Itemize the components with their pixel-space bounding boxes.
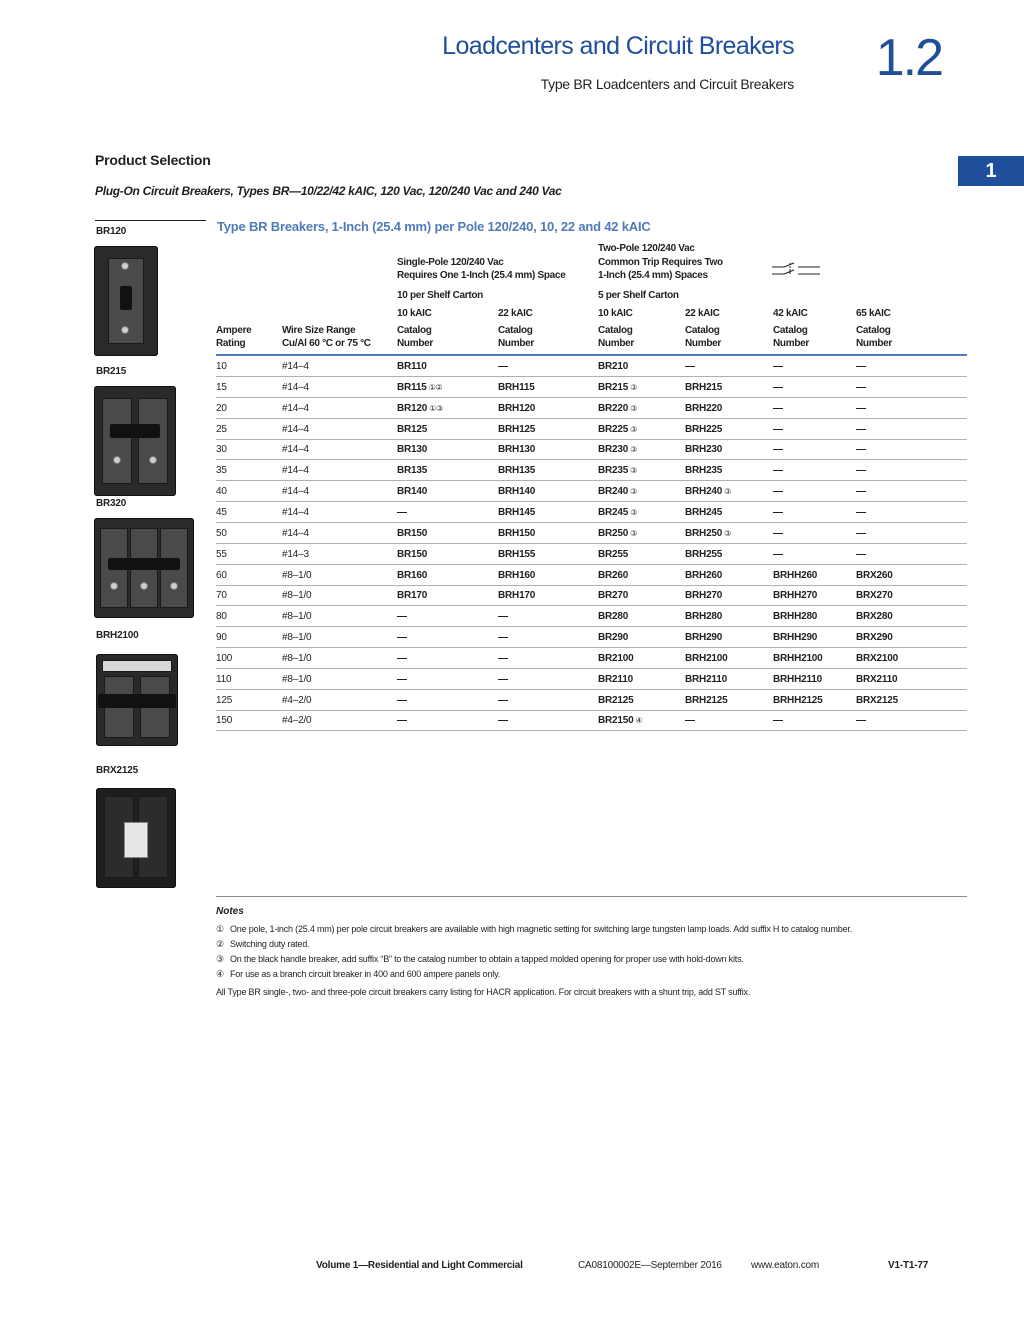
table-cell: —	[773, 381, 783, 393]
table-cell: —	[498, 632, 508, 644]
table-cell: #8–1/0	[282, 673, 312, 685]
table-cell: BRH2110	[685, 673, 727, 685]
table-cell: BRH260	[685, 569, 723, 581]
note-item: ① One pole, 1-inch (25.4 mm) per pole circuit breakers are available with high magnetic setting for switching large tungsten lamp loads. Add suffix H to catalog number.	[216, 924, 852, 934]
table-cell: #8–1/0	[282, 569, 312, 581]
table-cell: #14–4	[282, 444, 309, 456]
table-cell: BRHH2110	[773, 673, 822, 685]
table-cell: BRH135	[498, 465, 536, 477]
table-cell: —	[773, 715, 783, 727]
table-cell: BR250 ③	[598, 527, 638, 539]
table-row	[216, 356, 967, 377]
table-cell: #14–4	[282, 361, 309, 372]
table-cell: BRH125	[498, 423, 536, 435]
brx2125-breaker-image	[96, 788, 176, 888]
table-cell: —	[856, 506, 866, 518]
table-cell: BRX280	[856, 611, 893, 623]
note-item: ④ For use as a branch circuit breaker in 400 and 600 ampere panels only.	[216, 969, 500, 979]
table-cell: BR225 ③	[598, 423, 638, 435]
table-cell: BR210	[598, 361, 629, 372]
table-cell: #14–4	[282, 465, 309, 477]
two-pole-group-line2: Common Trip Requires Two	[598, 257, 723, 268]
table-cell: —	[856, 402, 866, 414]
table-cell: #8–1/0	[282, 632, 312, 644]
table-cell: —	[397, 673, 407, 685]
table-cell: BRHH290	[773, 632, 818, 644]
table-cell: BRH155	[498, 548, 536, 560]
table-cell: —	[397, 715, 407, 727]
table-cell: 80	[216, 611, 227, 623]
table-row	[216, 565, 967, 586]
table-row	[216, 481, 967, 502]
table-cell: BRH225	[685, 423, 723, 435]
table-cell: 15	[216, 381, 227, 393]
table-cell: #4–2/0	[282, 694, 312, 706]
table-cell: —	[498, 611, 508, 623]
table-cell: BR245 ③	[598, 506, 638, 518]
table-row	[216, 690, 967, 711]
table-cell: BRH150	[498, 527, 536, 539]
single-pole-group-line2: Requires One 1-Inch (25.4 mm) Space	[397, 270, 566, 281]
table-cell: 60	[216, 569, 227, 581]
table-cell: BRH145	[498, 506, 536, 518]
table-cell: BRH2100	[685, 652, 728, 664]
table-cell: BR150	[397, 527, 428, 539]
table-row	[216, 544, 967, 565]
table-cell: BR2110	[598, 673, 633, 685]
table-cell: BR140	[397, 486, 428, 498]
table-cell: —	[773, 361, 783, 372]
table-cell: BRX260	[856, 569, 893, 581]
kaic-header: 65 kAIC	[856, 308, 891, 319]
table-cell: BRH255	[685, 548, 723, 560]
table-row	[216, 439, 967, 460]
catalog-number-header: Catalog Number	[685, 325, 721, 349]
table-title: Type BR Breakers, 1-Inch (25.4 mm) per Pole 120/240, 10, 22 and 42 kAIC	[217, 219, 651, 234]
table-row	[216, 460, 967, 481]
two-pole-trip-symbol-icon	[770, 262, 822, 278]
thumbnail-label-br320: BR320	[96, 498, 127, 509]
table-cell: BRH2125	[685, 694, 728, 706]
table-cell: 70	[216, 590, 227, 602]
thumbnail-label-brx2125: BRX2125	[96, 765, 138, 776]
product-selection-heading: Product Selection	[95, 152, 211, 168]
table-cell: BRX2100	[856, 652, 898, 664]
catalog-number-header: Catalog Number	[773, 325, 809, 349]
footnote-ref: ③	[630, 487, 638, 497]
table-cell: BR235 ③	[598, 465, 638, 477]
table-cell: BR110	[397, 361, 427, 372]
table-cell: BRHH270	[773, 590, 818, 602]
catalog-number-header: Catalog Number	[598, 325, 634, 349]
table-cell: BRH290	[685, 632, 723, 644]
ampere-header: Ampere Rating	[216, 325, 252, 349]
footer-doc: CA08100002E—September 2016	[578, 1260, 722, 1271]
table-cell: BRX290	[856, 632, 893, 644]
thumbnail-rule	[95, 220, 206, 221]
table-row	[216, 419, 967, 440]
table-row	[216, 523, 967, 544]
table-cell: 20	[216, 402, 227, 414]
footnote-ref: ③	[630, 424, 638, 434]
table-cell: —	[856, 361, 866, 372]
table-cell: BR150	[397, 548, 428, 560]
table-cell: BR2125	[598, 694, 634, 706]
table-cell: —	[856, 444, 866, 456]
table-cell: BR120 ①③	[397, 402, 444, 414]
table-row	[216, 606, 967, 627]
table-cell: —	[685, 715, 695, 727]
table-cell: —	[773, 506, 783, 518]
table-cell: BRHH260	[773, 569, 818, 581]
table-row	[216, 377, 967, 398]
table-cell: #14–4	[282, 486, 309, 498]
table-cell: #8–1/0	[282, 652, 312, 664]
table-cell: BRH160	[498, 569, 536, 581]
table-row	[216, 669, 967, 690]
table-cell: —	[397, 506, 407, 518]
footnote-ref: ③	[630, 507, 638, 517]
table-cell: BRH115	[498, 381, 535, 393]
table-cell: 30	[216, 444, 227, 456]
table-cell: —	[856, 527, 866, 539]
table-cell: BRH170	[498, 590, 536, 602]
table-cell: BR160	[397, 569, 428, 581]
table-cell: BRH240 ③	[685, 486, 732, 498]
table-cell: —	[773, 486, 783, 498]
table-cell: BR215 ③	[598, 381, 638, 393]
table-cell: BRH130	[498, 444, 536, 456]
kaic-header: 22 kAIC	[685, 308, 720, 319]
table-row	[216, 502, 967, 523]
two-pole-group-line1: Two-Pole 120/240 Vac	[598, 243, 695, 254]
table-row	[216, 648, 967, 669]
wire-size-header: Wire Size Range Cu/Al 60 °C or 75 °C	[282, 325, 371, 349]
table-cell: #8–1/0	[282, 590, 312, 602]
table-cell: —	[397, 694, 407, 706]
table-cell: 10	[216, 361, 227, 372]
kaic-header: 22 kAIC	[498, 308, 533, 319]
table-cell: —	[773, 465, 783, 477]
table-cell: BR115 ①②	[397, 381, 443, 393]
section-tab[interactable]: 1	[958, 156, 1024, 186]
table-cell: BR270	[598, 590, 629, 602]
table-cell: —	[498, 715, 508, 727]
table-cell: 125	[216, 694, 233, 706]
footnote-ref: ④	[635, 716, 643, 726]
table-cell: BR280	[598, 611, 629, 623]
kaic-header: 10 kAIC	[397, 308, 432, 319]
table-cell: BRX270	[856, 590, 893, 602]
table-cell: 35	[216, 465, 227, 477]
table-cell: BRHH2100	[773, 652, 823, 664]
br215-breaker-image	[94, 386, 176, 496]
product-selection-subheading: Plug-On Circuit Breakers, Types BR—10/22/42 kAIC, 120 Vac, 120/240 Vac and 240 Vac	[95, 184, 562, 198]
notes-rule	[216, 896, 967, 897]
brh2100-breaker-image	[96, 654, 178, 746]
table-cell: —	[685, 361, 695, 372]
thumbnail-label-br215: BR215	[96, 366, 127, 377]
table-cell: 50	[216, 527, 227, 539]
table-cell: —	[498, 694, 508, 706]
single-pole-carton: 10 per Shelf Carton	[397, 290, 483, 301]
table-cell: 40	[216, 486, 227, 498]
table-cell: —	[856, 548, 866, 560]
table-cell: BRX2125	[856, 694, 898, 706]
table-cell: BRH220	[685, 402, 723, 414]
notes-title: Notes	[216, 906, 244, 917]
catalog-number-header: Catalog Number	[397, 325, 433, 349]
table-cell: #14–4	[282, 402, 309, 414]
table-cell: 55	[216, 548, 227, 560]
footnote-ref: ③	[630, 466, 638, 476]
table-row	[216, 627, 967, 648]
kaic-header: 10 kAIC	[598, 308, 633, 319]
table-cell: —	[498, 361, 508, 372]
table-cell: —	[773, 548, 783, 560]
catalog-number-header: Catalog Number	[498, 325, 534, 349]
table-cell: BR2150 ④	[598, 715, 643, 727]
table-cell: BRH140	[498, 486, 536, 498]
table-cell: BR130	[397, 444, 428, 456]
footnote-ref: ③	[630, 403, 638, 413]
footnote-ref: ③	[630, 445, 638, 455]
table-cell: 150	[216, 715, 233, 727]
table-cell: —	[856, 486, 866, 498]
thumbnail-label-brh2100: BRH2100	[96, 630, 139, 641]
table-cell: BRH280	[685, 611, 723, 623]
table-cell: BR290	[598, 632, 629, 644]
table-cell: —	[773, 527, 783, 539]
table-cell: BR260	[598, 569, 629, 581]
table-cell: BR240 ③	[598, 486, 638, 498]
table-cell: —	[773, 444, 783, 456]
table-cell: BR220 ③	[598, 402, 638, 414]
table-cell: BRH245	[685, 506, 723, 518]
footnote-ref: ③	[724, 528, 732, 538]
table-cell: BR170	[397, 590, 428, 602]
footer-url-link[interactable]: www.eaton.com	[751, 1260, 819, 1271]
two-pole-group-line3: 1-Inch (25.4 mm) Spaces	[598, 270, 708, 281]
table-cell: BRH120	[498, 402, 536, 414]
footnote-ref: ③	[630, 528, 638, 538]
table-cell: #14–4	[282, 506, 309, 518]
table-cell: BRH270	[685, 590, 723, 602]
table-cell: —	[498, 673, 508, 685]
catalog-number-header: Catalog Number	[856, 325, 892, 349]
table-cell: BRX2110	[856, 673, 898, 685]
footnote-ref: ③	[630, 382, 638, 392]
table-cell: —	[397, 632, 407, 644]
table-cell: —	[856, 423, 866, 435]
br120-breaker-image	[94, 246, 158, 356]
thumbnail-label-br120: BR120	[96, 226, 127, 237]
table-cell: #14–4	[282, 527, 309, 539]
table-cell: 90	[216, 632, 227, 644]
single-pole-group-line1: Single-Pole 120/240 Vac	[397, 257, 504, 268]
table-cell: #4–2/0	[282, 715, 312, 727]
table-cell: #14–4	[282, 381, 309, 393]
table-cell: #8–1/0	[282, 611, 312, 623]
br320-breaker-image	[94, 518, 194, 618]
footer-volume: Volume 1—Residential and Light Commercial	[316, 1260, 523, 1271]
table-cell: BRH235	[685, 465, 723, 477]
table-cell: 100	[216, 652, 233, 664]
kaic-header: 42 kAIC	[773, 308, 808, 319]
table-row	[216, 585, 967, 606]
table-cell: —	[856, 715, 866, 727]
note-item: ③ On the black handle breaker, add suffix “B” to the catalog number to obtain a tapped molded opening for proper use with hold-down kits.	[216, 954, 744, 964]
table-cell: BRH215	[685, 381, 723, 393]
note-item: ② Switching duty rated.	[216, 939, 310, 949]
table-cell: #14–4	[282, 423, 309, 435]
table-cell: —	[397, 652, 407, 664]
page-title: Loadcenters and Circuit Breakers	[442, 32, 794, 60]
footnote-ref: ①②	[428, 382, 443, 392]
table-cell: 45	[216, 506, 227, 518]
table-cell: BR125	[397, 423, 428, 435]
table-cell: BRHH2125	[773, 694, 823, 706]
table-cell: —	[856, 465, 866, 477]
table-row	[216, 710, 967, 731]
footnote-ref: ①③	[429, 403, 444, 413]
table-cell: BR135	[397, 465, 428, 477]
table-cell: —	[498, 652, 508, 664]
table-cell: BRH230	[685, 444, 723, 456]
footer-page-number: V1-T1-77	[888, 1260, 929, 1271]
notes-general: All Type BR single-, two- and three-pole circuit breakers carry listing for HACR application. For circuit breakers with a shunt trip, add ST suffix.	[216, 987, 751, 997]
section-number: 1.2	[875, 29, 942, 87]
table-cell: BR230 ③	[598, 444, 638, 456]
table-cell: BR255	[598, 548, 629, 560]
two-pole-carton: 5 per Shelf Carton	[598, 290, 679, 301]
table-cell: BR2100	[598, 652, 634, 664]
table-cell: BRH250 ③	[685, 527, 732, 539]
table-cell: —	[773, 402, 783, 414]
table-cell: #14–3	[282, 548, 309, 560]
table-cell: 25	[216, 423, 227, 435]
table-cell: —	[773, 423, 783, 435]
table-cell: 110	[216, 673, 232, 685]
footnote-ref: ③	[724, 487, 732, 497]
page-subtitle: Type BR Loadcenters and Circuit Breakers	[540, 76, 794, 92]
table-cell: —	[856, 381, 866, 393]
table-cell: —	[397, 611, 407, 623]
table-cell: BRHH280	[773, 611, 818, 623]
table-row	[216, 398, 967, 419]
